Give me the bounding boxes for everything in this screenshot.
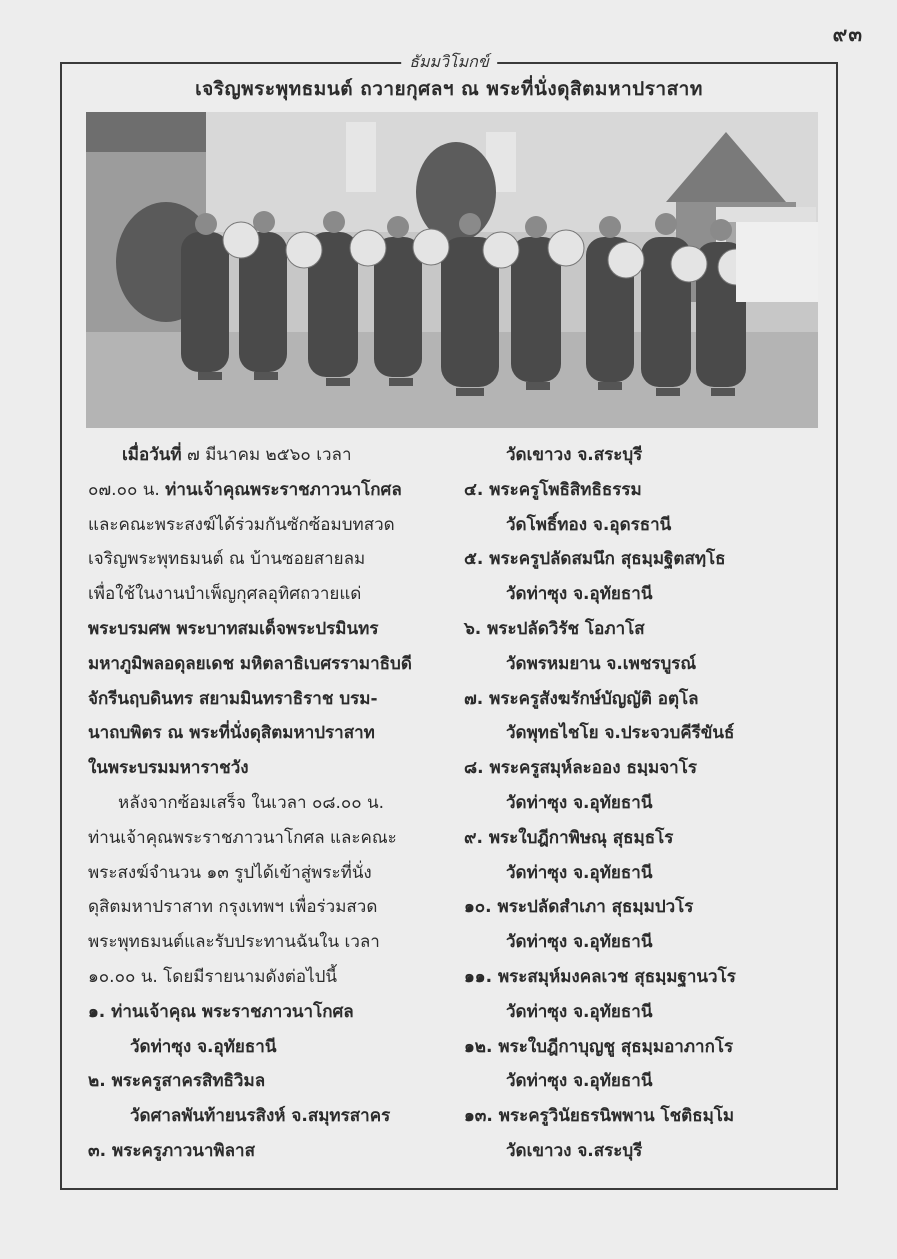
left-column (88, 438, 454, 1169)
paragraph-2-line-2: ท่านเจ้าคุณพระราชภาวนาโกศล และคณะ (88, 827, 397, 848)
list-item-temple: วัดเขาวง จ.สระบุรี (506, 445, 643, 465)
paragraph-2-line-4: ดุสิตมหาปราสาท กรุงเทพฯ เพื่อร่วมสวด (88, 897, 378, 918)
paragraph-1-line-2 (88, 473, 454, 508)
list-item: ๒. พระครูสาครสิทธิวิมล (88, 1071, 266, 1092)
list-item-temple: วัดท่าซุง จ.อุทัยธานี (130, 1036, 277, 1057)
list-item-temple: วัดเขาวง จ.สระบุรี (506, 1140, 643, 1161)
article-frame (60, 52, 838, 1190)
paragraph-1-line-1 (88, 438, 454, 473)
paragraph-1-line-7: มหาภูมิพลอดุลยเดช มหิตลาธิเบศรรามาธิบดี (88, 653, 412, 674)
list-item: ๕. พระครูปลัดสมนึก สุธมฺมฐิตสทฺโธ (464, 549, 726, 570)
page-number: ๙๓ (832, 22, 863, 46)
paragraph-2-line-3: พระสงฆ์จำนวน ๑๓ รูปได้เข้าสู่พระที่นั่ง (88, 862, 372, 883)
article-headline: เจริญพระพุทธมนต์ ถวายกุศลฯ ณ พระที่นั่งดุสิตมหาปราสาท (195, 78, 703, 100)
paragraph-2-line-1: หลังจากซ้อมเสร็จ ในเวลา ๐๘.๐๐ น. (118, 792, 385, 813)
time-text: ๐๗.๐๐ น. (88, 479, 166, 500)
list-item-temple: วัดท่าซุง จ.อุทัยธานี (506, 932, 653, 953)
paragraph-1-line-9: นาถบพิตร ณ พระที่นั่งดุสิตมหาปราสาท (88, 723, 375, 744)
list-item-temple: วัดท่าซุง จ.อุทัยธานี (506, 1071, 653, 1092)
list-item-temple: วัดท่าซุง จ.อุทัยธานี (506, 792, 653, 813)
list-item: ๑๐. พระปลัดสำเภา สุธมฺมปวโร (464, 897, 694, 918)
list-item: ๑๒. พระใบฎีกาบุญชู สุธมฺมอาภากโร (464, 1036, 734, 1057)
journal-name: ธัมมวิโมกข์ (401, 50, 497, 75)
list-item: ๑๑. พระสมุห์มงคลเวช สุธมฺมฐานวโร (464, 966, 736, 987)
list-item-temple: วัดศาลพันท้ายนรสิงห์ จ.สมุทรสาคร (130, 1106, 391, 1127)
paragraph-2-line-6: ๑๐.๐๐ น. โดยมีรายนามดังต่อไปนี้ (88, 966, 338, 987)
list-item-temple: วัดท่าซุง จ.อุทัยธานี (506, 862, 653, 883)
list-item: ๘. พระครูสมุห์ละออง ธมฺมจาโร (464, 758, 697, 779)
abbot-name: ท่านเจ้าคุณพระราชภาวนาโกศล (165, 479, 402, 500)
list-item: ๖. พระปลัดวิรัช โอภาโส (464, 618, 645, 639)
list-item: ๙. พระใบฎีกาพิษณุ สุธมฺธโร (464, 827, 674, 848)
list-item-temple: วัดพุทธไชโย จ.ประจวบคีรีขันธ์ (506, 723, 735, 744)
list-item: ๗. พระครูสังฆรักษ์บัญญัติ อตุโล (464, 688, 699, 709)
paragraph-1-line-4: เจริญพระพุทธมนต์ ณ บ้านซอยสายลม (88, 549, 366, 570)
photo-illustration (86, 112, 818, 428)
date-text: ๗ มีนาคม ๒๕๖๐ เวลา (181, 445, 352, 465)
paragraph-1-line-5: เพื่อใช้ในงานบำเพ็ญกุศลอุทิศถวายแด่ (88, 584, 362, 605)
paragraph-2-line-5: พระพุทธมนต์และรับประทานฉันใน เวลา (88, 932, 380, 953)
list-item: ๑๓. พระครูวินัยธรนิพพาน โชติธมฺโม (464, 1106, 735, 1127)
right-column (464, 438, 834, 1169)
paragraph-1-line-6: พระบรมศพ พระบาทสมเด็จพระปรมินทร (88, 618, 379, 639)
list-item-temple: วัดท่าซุง จ.อุทัยธานี (506, 584, 653, 605)
monks-group-photo (86, 112, 818, 428)
list-item-temple: วัดโพธิ์ทอง จ.อุดรธานี (506, 514, 672, 535)
paragraph-1-line-8: จักรีนฤบดินทร สยามมินทราธิราช บรม- (88, 688, 378, 709)
list-item: ๓. พระครูภาวนาพิลาส (88, 1140, 255, 1161)
date-intro: เมื่อวันที่ (122, 445, 182, 465)
paragraph-1-line-3: และคณะพระสงฆ์ได้ร่วมกันซักซ้อมบทสวด (88, 514, 395, 535)
list-item: ๑. ท่านเจ้าคุณ พระราชภาวนาโกศล (88, 1001, 354, 1022)
list-item-temple: วัดท่าซุง จ.อุทัยธานี (506, 1001, 653, 1022)
paragraph-1-line-10: ในพระบรมมหาราชวัง (88, 758, 249, 779)
list-item: ๔. พระครูโพธิสิทธิธรรม (464, 479, 642, 500)
list-item-temple: วัดพรหมยาน จ.เพชรบูรณ์ (506, 653, 697, 674)
